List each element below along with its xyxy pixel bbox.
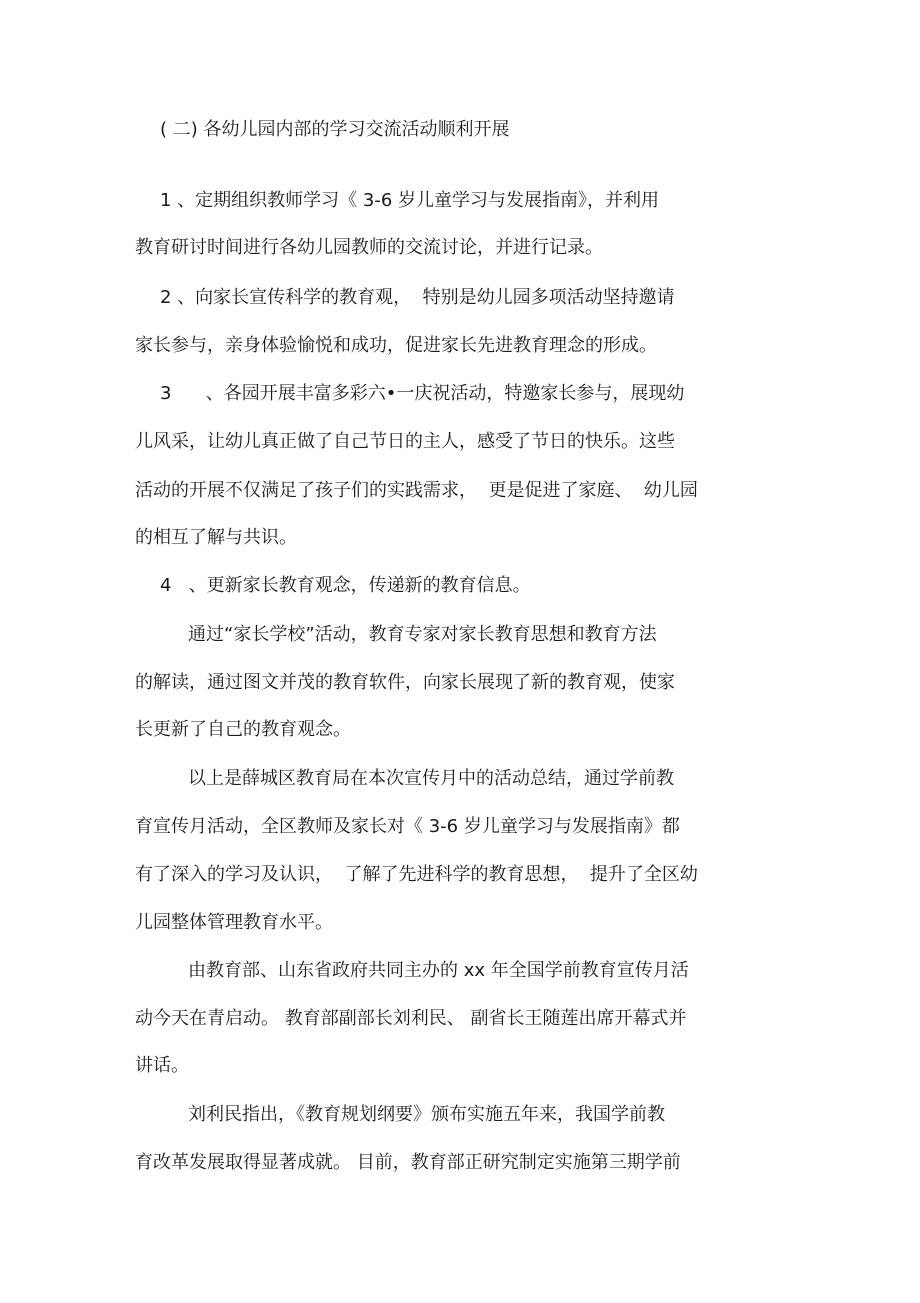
body-line: 刘利民指出，《教育规划纲要》颁布实施五年来，我国学前教 [188,1104,665,1125]
body-line: 有了深入的学习及认识， 了解了先进科学的教育思想， 提升了全区幼 [135,864,698,885]
body-line: 儿风采，让幼儿真正做了自己节日的主人，感受了节日的快乐。这些 [135,431,675,452]
body-line: 的解读，通过图文并茂的教育软件，向家长展现了新的教育观，使家 [135,672,675,693]
body-line: 育改革发展取得显著成就。 目前，教育部正研究制定实施第三期学前 [135,1152,681,1173]
body-line: 家长参与，亲身体验愉悦和成功，促进家长先进教育理念的形成。 [135,335,657,356]
body-line: 讲话。 [135,1055,189,1076]
body-line: 以上是薛城区教育局在本次宣传月中的活动总结，通过学前教 [188,768,674,789]
body-line: 育宣传月活动，全区教师及家长对《 3-6 岁儿童学习与发展指南》都 [135,816,680,837]
body-line: 的相互了解与共识。 [135,527,297,548]
body-line: 4 、更新家长教育观念，传递新的教育信息。 [160,575,531,596]
section-heading: ( 二) 各幼儿园内部的学习交流活动顺利开展 [160,119,510,140]
body-line: 儿园整体管理教育水平。 [135,912,333,933]
body-line: 3 、各园开展丰富多彩六•一庆祝活动，特邀家长参与，展现幼 [160,383,685,404]
body-line: 通过“家长学校”活动，教育专家对家长教育思想和教育方法 [188,624,657,645]
body-line: 长更新了自己的教育观念。 [135,719,351,740]
body-line: 2 、向家长宣传科学的教育观， 特别是幼儿园多项活动坚持邀请 [160,287,675,308]
body-line: 活动的开展不仅满足了孩子们的实践需求， 更是促进了家庭、 幼儿园 [135,480,698,501]
body-line: 教育研讨时间进行各幼儿园教师的交流讨论，并进行记录。 [135,237,603,258]
body-line: 动今天在青启动。 教育部副部长刘利民、 副省长王随莲出席开幕式并 [135,1008,687,1029]
body-line: 由教育部、山东省政府共同主办的 xx 年全国学前教育宣传月活 [188,960,689,981]
body-line: 1 、定期组织教师学习《 3-6 岁儿童学习与发展指南》，并利用 [160,190,660,211]
